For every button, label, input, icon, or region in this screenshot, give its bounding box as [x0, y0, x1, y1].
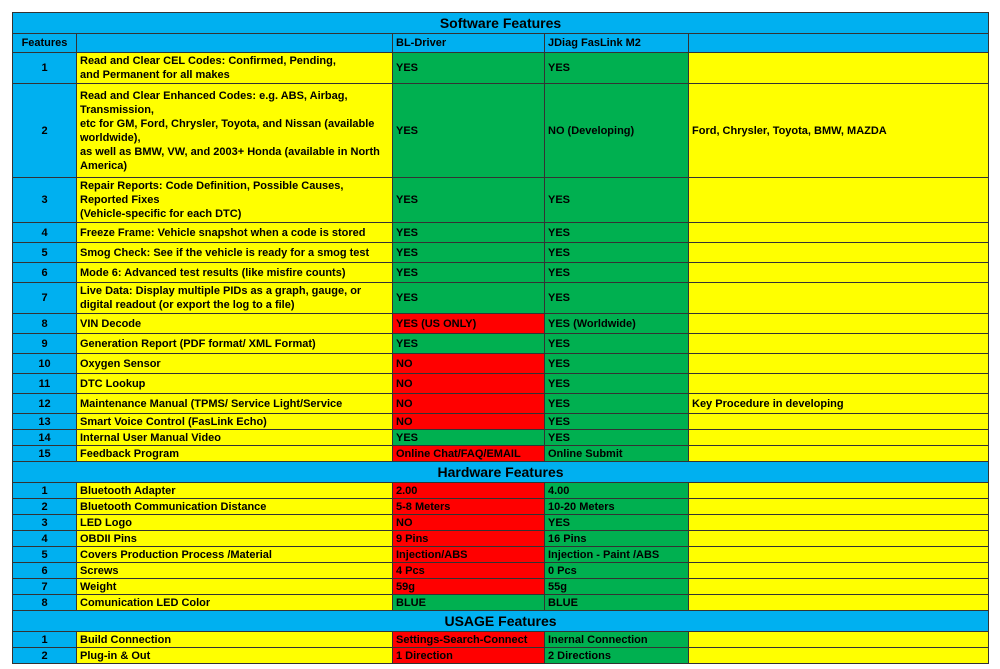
- note-cell: [689, 499, 989, 515]
- feature-number: 7: [13, 579, 77, 595]
- bl-driver-value: Injection/ABS: [393, 547, 545, 563]
- feature-number: 1: [13, 53, 77, 84]
- column-header: [689, 34, 989, 53]
- feature-description: Read and Clear CEL Codes: Confirmed, Pending, and Permanent for all makes: [77, 53, 393, 84]
- note-cell: [689, 354, 989, 374]
- jdiag-value: YES: [545, 263, 689, 283]
- note-cell: [689, 595, 989, 611]
- jdiag-value: Inernal Connection: [545, 632, 689, 648]
- feature-description: Repair Reports: Code Definition, Possible Causes, Reported Fixes (Vehicle-specific for each DTC): [77, 178, 393, 223]
- feature-number: 5: [13, 547, 77, 563]
- jdiag-value: YES: [545, 223, 689, 243]
- table-row: [13, 648, 989, 664]
- jdiag-value: YES (Worldwide): [545, 314, 689, 334]
- column-header: BL-Driver: [393, 34, 545, 53]
- jdiag-value: YES: [545, 354, 689, 374]
- feature-number: 6: [13, 563, 77, 579]
- feature-description: Oxygen Sensor: [77, 354, 393, 374]
- jdiag-value: YES: [545, 414, 689, 430]
- table-row: [13, 483, 989, 499]
- comparison-table: [12, 12, 989, 664]
- table-row: [13, 263, 989, 283]
- jdiag-value: YES: [545, 374, 689, 394]
- jdiag-value: Online Submit: [545, 446, 689, 462]
- note-cell: [689, 283, 989, 314]
- column-header: JDiag FasLink M2: [545, 34, 689, 53]
- table-row: [13, 414, 989, 430]
- feature-number: 4: [13, 531, 77, 547]
- table-row: [13, 53, 989, 84]
- table-row: [13, 563, 989, 579]
- feature-number: 1: [13, 632, 77, 648]
- feature-number: 13: [13, 414, 77, 430]
- note-cell: Key Procedure in developing: [689, 394, 989, 414]
- feature-description: DTC Lookup: [77, 374, 393, 394]
- table-row: [13, 334, 989, 354]
- note-cell: [689, 632, 989, 648]
- jdiag-value: YES: [545, 53, 689, 84]
- feature-number: 6: [13, 263, 77, 283]
- feature-description: Live Data: Display multiple PIDs as a graph, gauge, or digital readout (or export the log to a file): [77, 283, 393, 314]
- jdiag-value: Injection - Paint /ABS: [545, 547, 689, 563]
- table-row: [13, 579, 989, 595]
- bl-driver-value: NO: [393, 394, 545, 414]
- jdiag-value: 2 Directions: [545, 648, 689, 664]
- bl-driver-value: NO: [393, 515, 545, 531]
- note-cell: [689, 579, 989, 595]
- note-cell: [689, 243, 989, 263]
- table-row: [13, 531, 989, 547]
- note-cell: [689, 430, 989, 446]
- table-row: [13, 314, 989, 334]
- table-row: [13, 394, 989, 414]
- jdiag-value: 10-20 Meters: [545, 499, 689, 515]
- section-title-row: [13, 462, 989, 483]
- jdiag-value: YES: [545, 430, 689, 446]
- note-cell: [689, 648, 989, 664]
- bl-driver-value: NO: [393, 354, 545, 374]
- table-row: [13, 515, 989, 531]
- bl-driver-value: BLUE: [393, 595, 545, 611]
- feature-description: Build Connection: [77, 632, 393, 648]
- feature-description: Weight: [77, 579, 393, 595]
- note-cell: [689, 531, 989, 547]
- feature-description: Maintenance Manual (TPMS/ Service Light/Service: [77, 394, 393, 414]
- feature-number: 2: [13, 499, 77, 515]
- bl-driver-value: 5-8 Meters: [393, 499, 545, 515]
- jdiag-value: 4.00: [545, 483, 689, 499]
- note-cell: [689, 414, 989, 430]
- column-header: [77, 34, 393, 53]
- feature-number: 2: [13, 648, 77, 664]
- jdiag-value: YES: [545, 515, 689, 531]
- feature-description: Mode 6: Advanced test results (like misfire counts): [77, 263, 393, 283]
- note-cell: [689, 314, 989, 334]
- feature-description: Comunication LED Color: [77, 595, 393, 611]
- feature-description: Bluetooth Communication Distance: [77, 499, 393, 515]
- feature-description: Read and Clear Enhanced Codes: e.g. ABS, Airbag, Transmission, etc for GM, Ford, Chrysler, Toyota, and Nissan (available worldwide), as well as BMW, VW, and 2003+ Honda (available in North America): [77, 84, 393, 178]
- bl-driver-value: YES: [393, 84, 545, 178]
- table-row: [13, 595, 989, 611]
- feature-description: LED Logo: [77, 515, 393, 531]
- table-row: [13, 374, 989, 394]
- table-row: [13, 354, 989, 374]
- table-row: [13, 547, 989, 563]
- feature-number: 7: [13, 283, 77, 314]
- table-row: [13, 84, 989, 178]
- jdiag-value: YES: [545, 243, 689, 263]
- bl-driver-value: YES: [393, 283, 545, 314]
- bl-driver-value: NO: [393, 414, 545, 430]
- bl-driver-value: Settings-Search-Connect: [393, 632, 545, 648]
- jdiag-value: 55g: [545, 579, 689, 595]
- table-row: [13, 243, 989, 263]
- table-row: [13, 499, 989, 515]
- feature-number: 3: [13, 178, 77, 223]
- table-row: [13, 632, 989, 648]
- feature-description: Smart Voice Control (FasLink Echo): [77, 414, 393, 430]
- note-cell: [689, 53, 989, 84]
- note-cell: [689, 334, 989, 354]
- feature-description: Plug-in & Out: [77, 648, 393, 664]
- section-title: Hardware Features: [13, 462, 989, 483]
- table-row: [13, 430, 989, 446]
- note-cell: [689, 547, 989, 563]
- feature-description: Internal User Manual Video: [77, 430, 393, 446]
- feature-description: VIN Decode: [77, 314, 393, 334]
- feature-number: 4: [13, 223, 77, 243]
- jdiag-value: YES: [545, 178, 689, 223]
- section-title: USAGE Features: [13, 611, 989, 632]
- bl-driver-value: YES: [393, 243, 545, 263]
- jdiag-value: NO (Developing): [545, 84, 689, 178]
- note-cell: [689, 446, 989, 462]
- feature-number: 8: [13, 595, 77, 611]
- feature-description: Feedback Program: [77, 446, 393, 462]
- jdiag-value: 16 Pins: [545, 531, 689, 547]
- feature-number: 12: [13, 394, 77, 414]
- feature-number: 3: [13, 515, 77, 531]
- feature-number: 11: [13, 374, 77, 394]
- section-title: Software Features: [13, 13, 989, 34]
- bl-driver-value: 59g: [393, 579, 545, 595]
- jdiag-value: 0 Pcs: [545, 563, 689, 579]
- note-cell: [689, 515, 989, 531]
- feature-description: Covers Production Process /Material: [77, 547, 393, 563]
- feature-description: OBDII Pins: [77, 531, 393, 547]
- bl-driver-value: YES: [393, 223, 545, 243]
- feature-number: 2: [13, 84, 77, 178]
- feature-description: Generation Report (PDF format/ XML Format): [77, 334, 393, 354]
- note-cell: [689, 263, 989, 283]
- feature-number: 5: [13, 243, 77, 263]
- column-header-row: [13, 34, 989, 53]
- feature-number: 15: [13, 446, 77, 462]
- column-header: Features: [13, 34, 77, 53]
- note-cell: [689, 223, 989, 243]
- note-cell: [689, 483, 989, 499]
- bl-driver-value: YES: [393, 178, 545, 223]
- jdiag-value: BLUE: [545, 595, 689, 611]
- table-row: [13, 223, 989, 243]
- feature-description: Screws: [77, 563, 393, 579]
- bl-driver-value: Online Chat/FAQ/EMAIL: [393, 446, 545, 462]
- table-row: [13, 446, 989, 462]
- bl-driver-value: 1 Direction: [393, 648, 545, 664]
- jdiag-value: YES: [545, 394, 689, 414]
- bl-driver-value: YES: [393, 334, 545, 354]
- bl-driver-value: YES (US ONLY): [393, 314, 545, 334]
- note-cell: [689, 563, 989, 579]
- bl-driver-value: 2.00: [393, 483, 545, 499]
- section-title-row: [13, 13, 989, 34]
- feature-number: 1: [13, 483, 77, 499]
- table-row: [13, 178, 989, 223]
- feature-number: 9: [13, 334, 77, 354]
- feature-description: Bluetooth Adapter: [77, 483, 393, 499]
- feature-description: Freeze Frame: Vehicle snapshot when a code is stored: [77, 223, 393, 243]
- bl-driver-value: YES: [393, 263, 545, 283]
- bl-driver-value: YES: [393, 430, 545, 446]
- note-cell: Ford, Chrysler, Toyota, BMW, MAZDA: [689, 84, 989, 178]
- note-cell: [689, 374, 989, 394]
- jdiag-value: YES: [545, 334, 689, 354]
- feature-number: 14: [13, 430, 77, 446]
- jdiag-value: YES: [545, 283, 689, 314]
- table-row: [13, 283, 989, 314]
- feature-number: 10: [13, 354, 77, 374]
- bl-driver-value: YES: [393, 53, 545, 84]
- feature-number: 8: [13, 314, 77, 334]
- section-title-row: [13, 611, 989, 632]
- feature-description: Smog Check: See if the vehicle is ready for a smog test: [77, 243, 393, 263]
- bl-driver-value: NO: [393, 374, 545, 394]
- note-cell: [689, 178, 989, 223]
- bl-driver-value: 9 Pins: [393, 531, 545, 547]
- bl-driver-value: 4 Pcs: [393, 563, 545, 579]
